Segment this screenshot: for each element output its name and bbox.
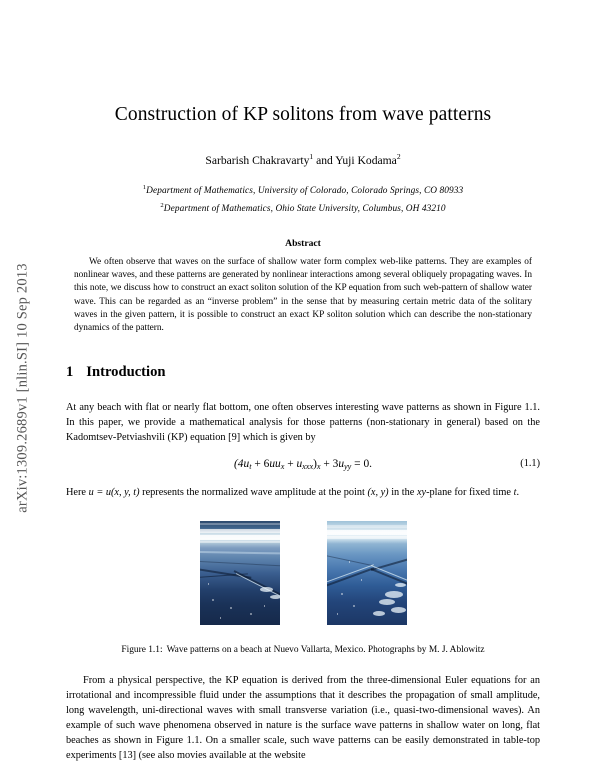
figure-caption-label: Figure 1.1: bbox=[121, 645, 163, 656]
intro-paragraph-3: From a physical perspective, the KP equation is derived from the three-dimensional Euler equations for an irrotational and incompressible fluid under the assumptions that it describes the propagation of small amplitude, long wavelength, uni-directional waves with small transverse variation (i.e., quasi-two-dimensional waves). An example of such wave phenomena observed in nature is the surface wave patterns in shallow water on long, flat beaches as shown in Figure 1.1. On a smaller scale, such wave patterns can be easily demonstrated in table-top experiments [13] (see also movies available at the website bbox=[66, 675, 540, 762]
intro-2-pre: Here bbox=[66, 487, 89, 499]
equation-u2: uu bbox=[269, 458, 281, 471]
paper-page bbox=[66, 0, 540, 776]
equation-plus-3: + 3 bbox=[320, 458, 339, 471]
intro-2-post: represents the normalized wave amplitude at the point bbox=[139, 487, 368, 499]
page-title: Construction of KP solitons from wave patterns bbox=[114, 104, 492, 125]
affiliation-text-2: Department of Mathematics, Ohio State University, Columbus, OH 43210 bbox=[163, 204, 446, 215]
equation-u3: u bbox=[296, 458, 303, 471]
arxiv-stamp bbox=[0, 0, 46, 776]
equation-plus-2: + bbox=[284, 458, 297, 471]
title-block bbox=[66, 0, 540, 214]
section-number: 1 bbox=[66, 364, 74, 381]
equation-sub-x2: x bbox=[316, 462, 321, 472]
section-title: Introduction bbox=[86, 364, 166, 381]
equation-u4: u bbox=[338, 458, 345, 471]
authors-line bbox=[66, 152, 540, 167]
figure-caption bbox=[66, 645, 540, 655]
equation-1-1 bbox=[66, 458, 540, 471]
section-1-heading bbox=[66, 364, 540, 381]
figure-caption-text: Wave patterns on a beach at Nuevo Vallarta, Mexico. Photographs by M. J. Ablowitz bbox=[166, 645, 485, 656]
inline-math-xy-plane: xy bbox=[416, 487, 427, 499]
intro-paragraph-1: At any beach with flat or nearly flat bottom, one often observes interesting wave patterns as shown in Figure 1.1. In this paper, we provide a mathematical analysis for those patterns (non-stationary in general) based on the Kadomtsev-Petviashvili (KP) equation [9] which is given by bbox=[66, 402, 540, 444]
equation-sub-t: t bbox=[249, 462, 252, 472]
affiliation-marker-1: 1 bbox=[142, 183, 147, 191]
authors-conjunction: and bbox=[313, 153, 336, 167]
equation-sub-x1: x bbox=[280, 462, 285, 472]
author-sup-1: 1 bbox=[309, 152, 314, 161]
equation-number: (1.1) bbox=[520, 458, 540, 470]
affiliation-text-1: Department of Mathematics, University of Colorado, Colorado Springs, CO 80933 bbox=[146, 185, 464, 196]
equation-plus-1: + 6 bbox=[251, 458, 270, 471]
intro-2-mid: in the bbox=[388, 487, 417, 499]
equation-equals: = 0. bbox=[351, 458, 372, 471]
intro-2-end: -plane for fixed time bbox=[426, 487, 514, 499]
equation-lhs-open: (4 bbox=[234, 458, 244, 471]
display-equation-row bbox=[66, 458, 540, 476]
equation-sub-yy: yy bbox=[344, 462, 352, 472]
equation-u1: u bbox=[243, 458, 250, 471]
abstract-heading: Abstract bbox=[285, 238, 321, 250]
equation-sub-xxx: xxx bbox=[302, 462, 314, 472]
affiliation-marker-2: 2 bbox=[160, 201, 164, 209]
author-sup-2: 2 bbox=[396, 152, 401, 161]
author-name-1: Sarbarish Chakravarty bbox=[205, 153, 310, 167]
affiliation-2 bbox=[66, 202, 540, 214]
arxiv-stamp-text: arXiv:1309.2689v1 [nlin.SI] 10 Sep 2013 bbox=[14, 263, 31, 513]
abstract-body: We often observe that waves on the surface of shallow water form complex web-like patterns. They are examples of nonlinear waves, and these patterns are generated by nonlinear interactions among several obliquely propagating waves. In this note, we discuss how to construct an exact soliton solution of the KP equation from such web-pattern of shallow water wave. This can be regarded as an “inverse problem” in the sense that by measuring certain metric data of the solitary waves in the given pattern, it is possible to construct an exact KP soliton solution which can describe the non-stationary dynamics of the pattern. bbox=[74, 257, 532, 333]
figure-images-row bbox=[66, 521, 540, 625]
inline-math-time-t: t bbox=[513, 487, 517, 499]
abstract-section bbox=[66, 238, 540, 335]
affiliation-1 bbox=[66, 184, 540, 196]
intro-paragraph-2: Here u = u(x, y, t) represents the normalized wave amplitude at the point (x, y) in the xy-plane for fixed time t. bbox=[66, 487, 520, 499]
equation-close-paren: ) bbox=[313, 458, 317, 471]
author-name-2: Yuji Kodama bbox=[335, 153, 397, 167]
figure-1-1 bbox=[66, 521, 540, 655]
inline-math-u-definition: u = u(x, y, t) bbox=[88, 487, 140, 499]
inline-math-point-xy: (x, y) bbox=[367, 487, 389, 499]
beach-wave-photo-left bbox=[200, 521, 280, 625]
beach-wave-photo-right bbox=[327, 521, 407, 625]
